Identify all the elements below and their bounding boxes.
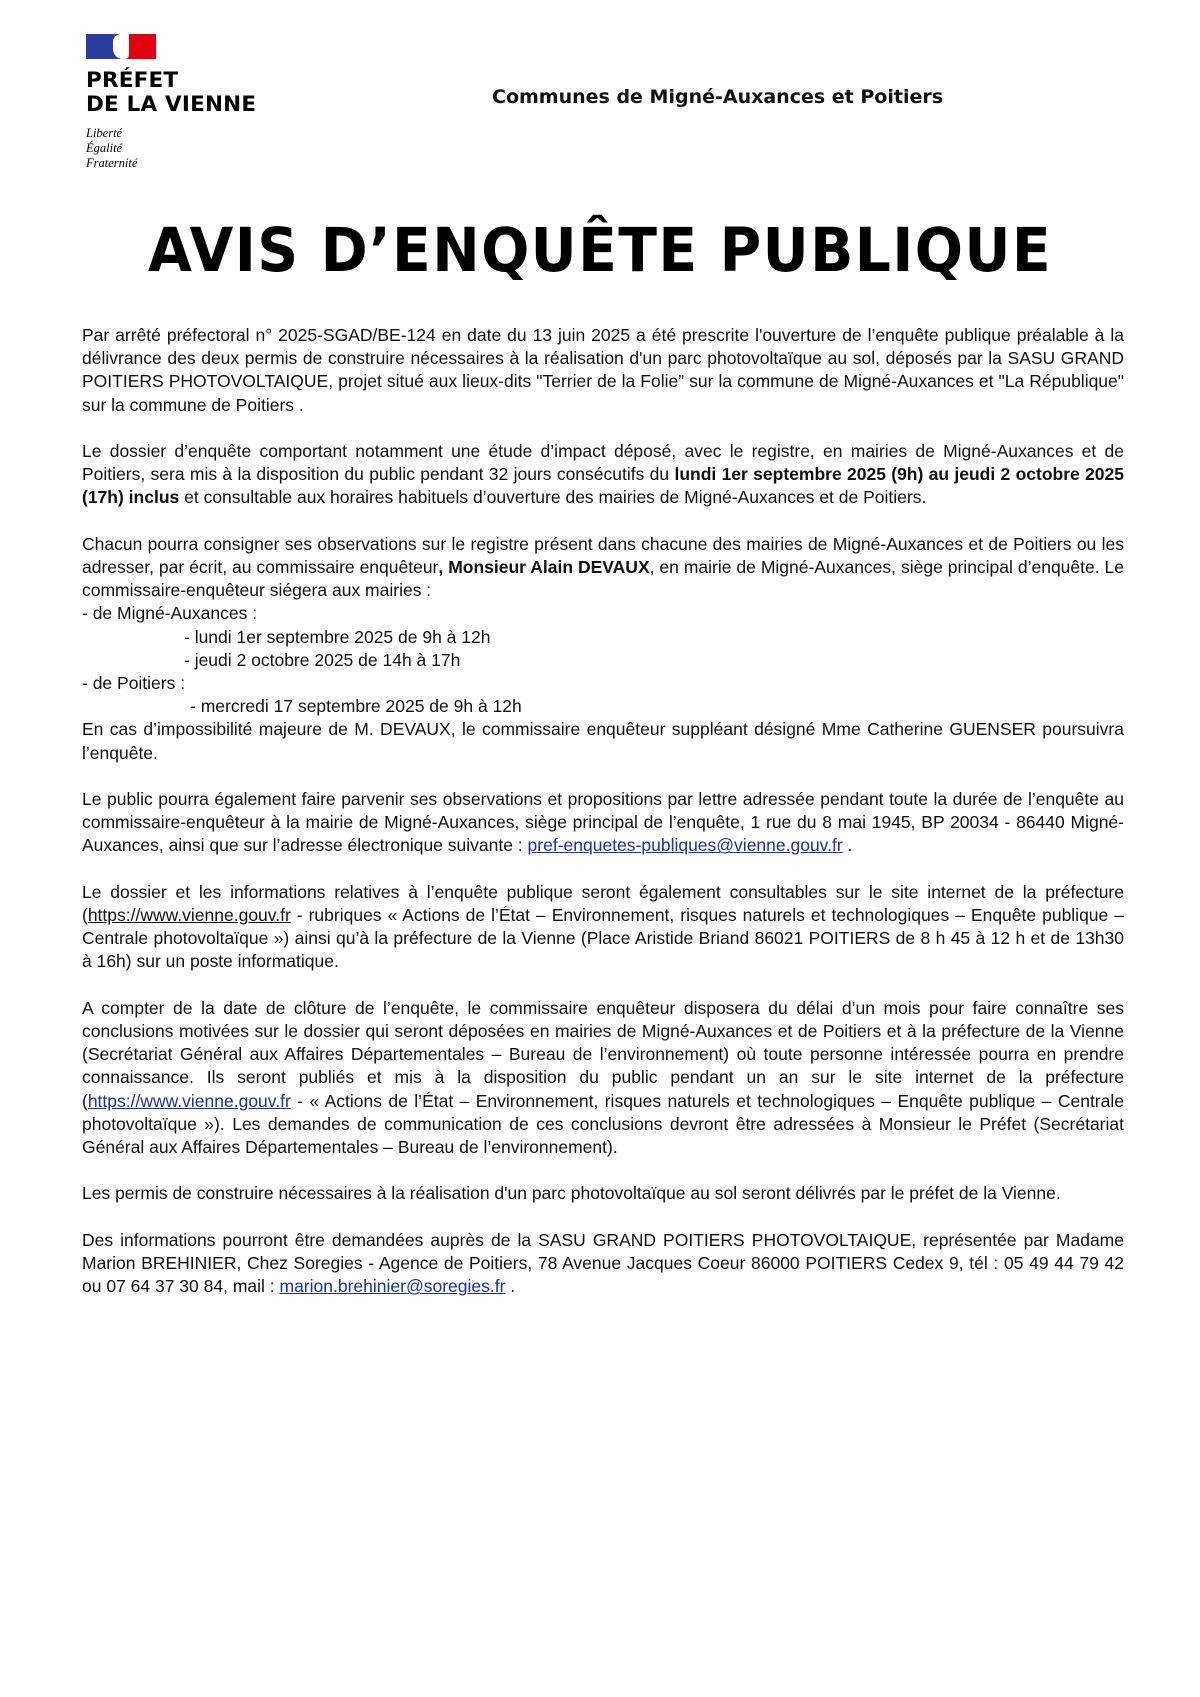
commissaire-name: , Monsieur Alain DEVAUX: [438, 557, 650, 577]
text: Chacun pourra consigner ses observations sur le registre présent dans chacune des mairies de Migné-Auxances et de Poitiers ou les adresser, par écrit, au commissaire enquêteur: [82, 533, 1124, 577]
communes-heading: Communes de Migné-Auxances et Poitiers: [492, 86, 944, 108]
prefet-line2: DE LA VIENNE: [86, 92, 257, 117]
paragraph-dossier: [82, 440, 1124, 510]
text: Le public pourra également faire parvenir ses observations et propositions par lettre adressée pendant toute la durée de l’enquête au commissaire-enquêteur à la mairie de Migné-Auxances, siège principal de l’enquête, 1 rue du 8 mai 1945, BP 20034 - 86440 Migné-Auxances, ainsi que sur l’adresse électronique suivante :: [82, 789, 1124, 856]
prefecture-logo: [86, 34, 286, 171]
schedule-poitiers-label: - de Poitiers :: [82, 673, 186, 694]
text: Des informations pourront être demandées auprès de la SASU GRAND POITIERS PHOTOVOLTAIQUE, représentée par Madame Marion BREHINIER, Chez Soregies - Agence de Poitiers, 78 Avenue Jacques Coeur 86000 POITIERS Cedex 9, tél : 05 49 44 79 42 ou 07 64 37 30 84, mail :: [82, 1229, 1124, 1297]
email-link-prefecture[interactable]: pref-enquetes-publiques@vienne.gouv.fr: [527, 835, 843, 856]
document-body: [82, 324, 1124, 1322]
paragraph-suppleant: En cas d’impossibilité majeure de M. DEVAUX, le commissaire enquêteur suppléant désigné Mme Catherine GUENSER poursuivra l’enquête.: [82, 719, 1124, 763]
website-link[interactable]: https://www.vienne.gouv.fr: [87, 905, 291, 926]
text: , en mairie de Migné-Auxances, siège principal d’enquête. Le commissaire-enquêteur siégera aux mairies :: [82, 557, 1124, 601]
text: A compter de la date de clôture de l’enquête, le commissaire enquêteur disposera du délai d’un mois pour faire connaître ses conclusions motivées sur le dossier qui seront déposées en mairies de Migné-Auxances et de Poitiers et à la préfecture de la Vienne (Secrétariat Général aux Affaires Départementales – Bureau de l’environnement) où toute personne intéressée pourra en prendre connaissance. Ils seront publiés et mis à la disposition du public pendant un an sur le site internet de la préfecture (: [82, 997, 1124, 1111]
paragraph-arrete: Par arrêté préfectoral n° 2025-SGAD/BE-124 en date du 13 juin 2025 a été prescrite l'ouverture de l’enquête publique préalable à la délivrance des deux permis de construire nécessaires à la réalisation d'un parc photovoltaïque au sol, déposés par la SASU GRAND POITIERS PHOTOVOLTAIQUE, projet situé aux lieux-dits "Terrier de la Folie” sur la commune de Migné-Auxances et "La République" sur la commune de Poitiers .: [82, 325, 1124, 415]
email-link-soregies[interactable]: marion.brehinier@soregies.fr: [279, 1276, 506, 1297]
prefet-line1: PRÉFET: [86, 68, 179, 93]
devise-fraternite: Fraternité: [86, 156, 138, 170]
dates-bold: lundi 1er septembre 2025 (9h) au jeudi 2 octobre 2025 (17h) inclus: [82, 464, 1124, 508]
text: et consultable aux horaires habituels d’ouverture des mairies de Migné-Auxances et de Poitiers.: [179, 487, 927, 508]
text: - « Actions de l’État – Environnement, risques naturels et technologiques – Enquête publique – Centrale photovoltaïque »). Les demandes de communication de ces conclusions devront être adressées à Monsieur le Préfet (Secrétariat Général aux Affaires Départementales – Bureau de l’environnement).: [82, 1090, 1124, 1158]
paragraph-lettre: [82, 788, 1124, 858]
prefet-name: [86, 69, 286, 117]
paragraph-site-internet: [82, 881, 1124, 974]
text: Le dossier d’enquête comportant notamment une étude d’impact déposé, avec le registre, en mairies de Migné-Auxances et de Poitiers, sera mis à la disposition du public pendant 32 jours consécutifs du: [82, 441, 1124, 485]
paragraph-conclusions: [82, 997, 1124, 1159]
paragraph-observations: [82, 533, 1124, 603]
schedule-item: - mercredi 17 septembre 2025 de 9h à 12h: [190, 696, 522, 717]
text: .: [842, 835, 853, 856]
devise-egalite: Égalité: [86, 141, 123, 155]
marianne-flag-icon: [86, 34, 156, 59]
page-title: AVIS D’ENQUÊTE PUBLIQUE: [147, 215, 1053, 286]
text: .: [505, 1276, 516, 1297]
text: Le dossier et les informations relatives à l’enquête publique seront également consultables sur le site internet de la préfecture (: [82, 881, 1124, 926]
website-link[interactable]: https://www.vienne.gouv.fr: [87, 1090, 291, 1111]
paragraph-permis: Les permis de construire nécessaires à la réalisation d'un parc photovoltaïque au sol seront délivrés par le préfet de la Vienne.: [82, 1183, 1061, 1204]
schedule-item: - jeudi 2 octobre 2025 de 14h à 17h: [184, 649, 461, 670]
text: - rubriques « Actions de l’État – Environnement, risques naturels et technologiques – Enquête publique – Centrale photovoltaïque ») ainsi qu’à la préfecture de la Vienne (Place Aristide Briand 86021 POITIERS de 8 h 45 à 12 h et de 13h30 à 16h) sur un poste informatique.: [82, 905, 1124, 972]
paragraph-contact: [82, 1229, 1124, 1299]
devise: [86, 126, 286, 171]
devise-liberte: Liberté: [86, 126, 123, 140]
schedule-item: - lundi 1er septembre 2025 de 9h à 12h: [184, 626, 491, 647]
schedule-migne-label: - de Migné-Auxances :: [82, 603, 258, 624]
